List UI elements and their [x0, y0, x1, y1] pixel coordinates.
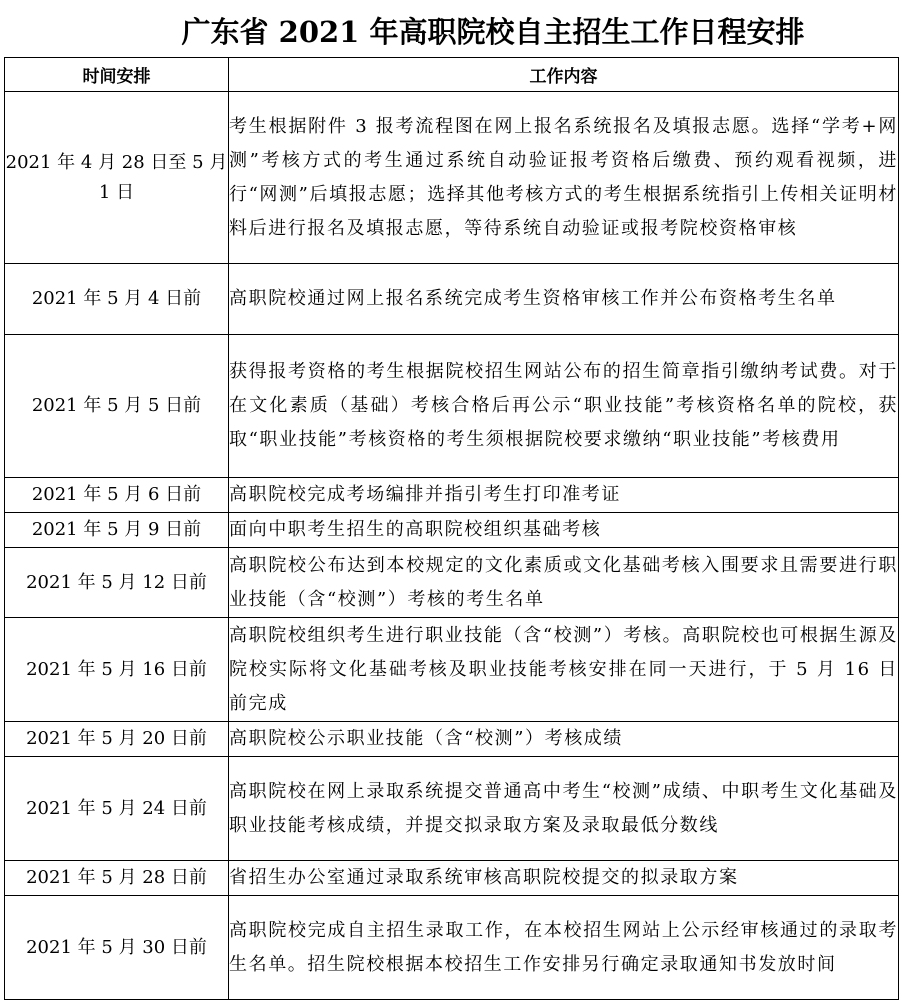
time-cell: 2021 年 4 月 28 日至 5 月 1 日: [5, 92, 229, 264]
table-row: [5, 548, 899, 618]
time-cell: 2021 年 5 月 12 日前: [5, 548, 229, 618]
content-cell: 面向中职考生招生的高职院校组织基础考核: [229, 513, 899, 548]
table-row: [5, 757, 899, 861]
content-cell: 高职院校完成自主招生录取工作，在本校招生网站上公示经审核通过的录取考生名单。招生院校根据本校招生工作安排另行确定录取通知书发放时间: [229, 896, 899, 1000]
page-title: 广东省 2021 年高职院校自主招生工作日程安排: [181, 15, 805, 49]
table-row: [5, 513, 899, 548]
table-row: [5, 896, 899, 1000]
schedule-table: [4, 57, 899, 1000]
table-row: [5, 722, 899, 757]
time-cell: 2021 年 5 月 24 日前: [5, 757, 229, 861]
content-cell: 高职院校完成考场编排并指引考生打印准考证: [229, 478, 899, 513]
time-cell: 2021 年 5 月 4 日前: [5, 264, 229, 335]
time-cell: 2021 年 5 月 6 日前: [5, 478, 229, 513]
time-cell: 2021 年 5 月 28 日前: [5, 861, 229, 896]
content-cell: 高职院校公示职业技能（含“校测”）考核成绩: [229, 722, 899, 757]
content-cell: 高职院校组织考生进行职业技能（含“校测”）考核。高职院校也可根据生源及院校实际将文化基础考核及职业技能考核安排在同一天进行，于 5 月 16 日前完成: [229, 618, 899, 722]
time-cell: 2021 年 5 月 20 日前: [5, 722, 229, 757]
table-header-row: [5, 58, 899, 92]
content-cell: 获得报考资格的考生根据院校招生网站公布的招生简章指引缴纳考试费。对于在文化素质（基础）考核合格后再公示“职业技能”考核资格名单的院校，获取“职业技能”考核资格的考生须根据院校要求缴纳“职业技能”考核费用: [229, 335, 899, 478]
table-row: [5, 618, 899, 722]
table-row: [5, 92, 899, 264]
time-cell: 2021 年 5 月 30 日前: [5, 896, 229, 1000]
column-header-content: 工作内容: [229, 58, 899, 92]
time-cell: 2021 年 5 月 16 日前: [5, 618, 229, 722]
time-cell: 2021 年 5 月 9 日前: [5, 513, 229, 548]
table-row: [5, 478, 899, 513]
column-header-time: 时间安排: [5, 58, 229, 92]
content-cell: 高职院校通过网上报名系统完成考生资格审核工作并公布资格考生名单: [229, 264, 899, 335]
content-cell: 省招生办公室通过录取系统审核高职院校提交的拟录取方案: [229, 861, 899, 896]
content-cell: 考生根据附件 3 报考流程图在网上报名系统报名及填报志愿。选择“学考+网测”考核方式的考生通过系统自动验证报考资格后缴费、预约观看视频，进行“网测”后填报志愿；选择其他考核方式的考生根据系统指引上传相关证明材料后进行报名及填报志愿，等待系统自动验证或报考院校资格审核: [229, 92, 899, 264]
table-row: [5, 861, 899, 896]
table-row: [5, 335, 899, 478]
table-row: [5, 264, 899, 335]
content-cell: 高职院校公布达到本校规定的文化素质或文化基础考核入围要求且需要进行职业技能（含“校测”）考核的考生名单: [229, 548, 899, 618]
time-cell: 2021 年 5 月 5 日前: [5, 335, 229, 478]
content-cell: 高职院校在网上录取系统提交普通高中考生“校测”成绩、中职考生文化基础及职业技能考核成绩，并提交拟录取方案及录取最低分数线: [229, 757, 899, 861]
